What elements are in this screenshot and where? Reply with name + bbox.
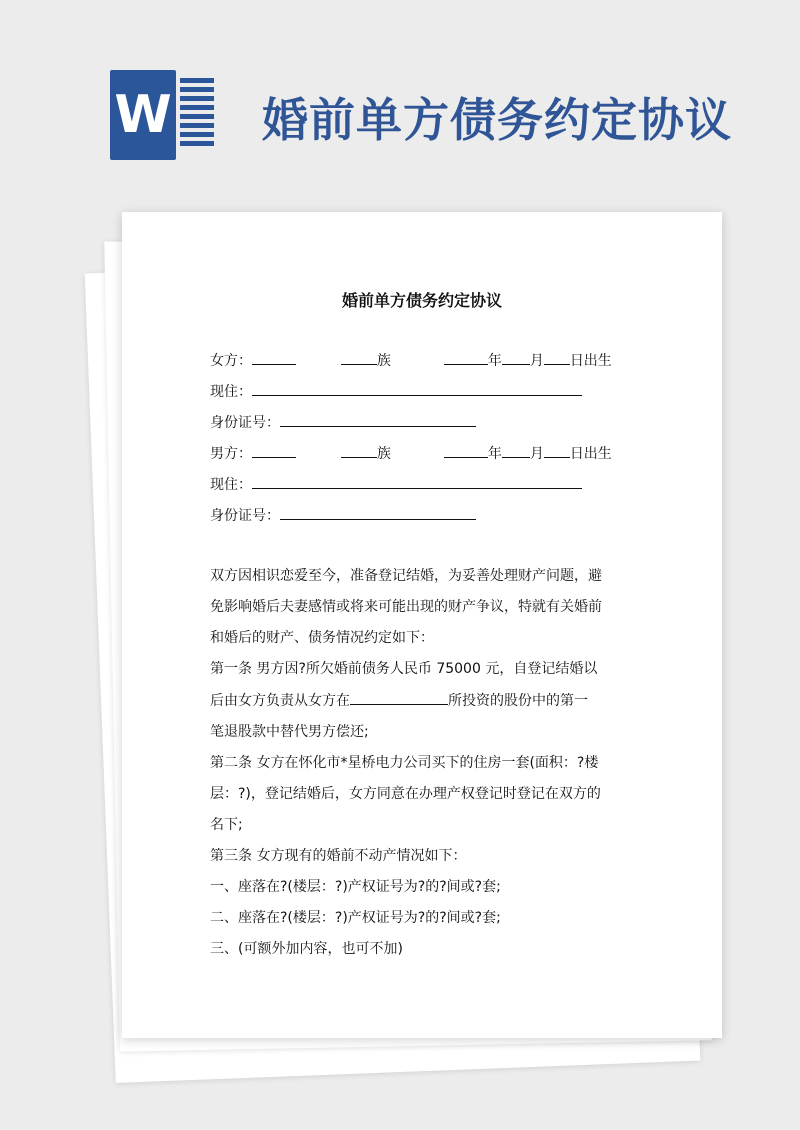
male-ethnicity-label: 族: [376, 446, 391, 462]
body-line-with-blank: [210, 690, 630, 711]
female-id-label: 身份证号：: [210, 415, 280, 431]
body-line: 双方因相识恋爱至今，准备登记结婚，为妥善处理财产问题，避: [210, 568, 602, 584]
male-id-label: 身份证号：: [210, 508, 280, 524]
male-ethnicity-blank: [341, 443, 377, 458]
male-residence-label: 现住：: [210, 477, 252, 493]
male-year-blank: [444, 443, 488, 458]
body-line: 第二条 女方在怀化市*星桥电力公司买下的住房一套(面积：?楼: [210, 755, 599, 771]
body-line: 二、座落在?(楼层：?)产权证号为?的?间或?套;: [210, 910, 501, 926]
female-year-label: 年: [487, 353, 502, 369]
body-line: 免影响婚后夫妻感情或将来可能出现的财产争议，特就有关婚前: [210, 599, 602, 615]
word-document-icon: [110, 70, 214, 160]
word-icon-letter: W: [110, 70, 176, 160]
male-label: 男方：: [210, 446, 252, 462]
agreement-body: [210, 566, 630, 970]
male-info-line: [210, 443, 612, 464]
female-day-blank: [544, 350, 570, 365]
female-ethnicity-label: 族: [376, 353, 391, 369]
female-year-blank: [444, 350, 488, 365]
body-line: 第一条 男方因?所欠婚前债务人民币 75000 元，自登记结婚以: [210, 661, 598, 677]
male-id-blank: [280, 505, 476, 520]
body-line: 层：?)，登记结婚后，女方同意在办理产权登记时登记在双方的: [210, 786, 601, 802]
male-month-label: 月: [529, 446, 544, 462]
female-id-line: [210, 412, 476, 433]
male-residence-blank: [252, 474, 582, 489]
male-birth-label: 日出生: [569, 446, 612, 462]
female-residence-blank: [252, 381, 582, 396]
body-line-part: 后由女方负责从女方在: [210, 693, 350, 709]
female-name-blank: [252, 350, 296, 365]
female-ethnicity-blank: [341, 350, 377, 365]
document-page: [122, 212, 722, 1038]
banner-title: 婚前单方债务约定协议: [262, 93, 732, 147]
male-id-line: [210, 505, 476, 526]
male-day-blank: [544, 443, 570, 458]
female-info-line: [210, 350, 612, 371]
female-birth-label: 日出生: [569, 353, 612, 369]
document-title: 婚前单方债务约定协议: [341, 291, 502, 310]
body-line: 名下;: [210, 817, 243, 833]
male-name-blank: [252, 443, 296, 458]
male-year-label: 年: [487, 446, 502, 462]
female-month-blank: [502, 350, 530, 365]
word-icon-lines: [180, 78, 214, 154]
body-line-part: 所投资的股份中的第一: [448, 693, 588, 709]
female-month-label: 月: [529, 353, 544, 369]
female-id-blank: [280, 412, 476, 427]
body-line: 三、(可额外加内容，也可不加): [210, 941, 403, 957]
male-month-blank: [502, 443, 530, 458]
female-residence-line: [210, 381, 582, 402]
female-label: 女方：: [210, 353, 252, 369]
female-residence-label: 现住：: [210, 384, 252, 400]
body-line: 和婚后的财产、债务情况约定如下：: [210, 630, 434, 646]
male-residence-line: [210, 474, 582, 495]
body-line: 一、座落在?(楼层：?)产权证号为?的?间或?套;: [210, 879, 501, 895]
investment-company-blank: [350, 690, 448, 705]
body-line: 第三条 女方现有的婚前不动产情况如下：: [210, 848, 467, 864]
body-line: 笔退股款中替代男方偿还;: [210, 724, 369, 740]
header: [0, 0, 800, 200]
